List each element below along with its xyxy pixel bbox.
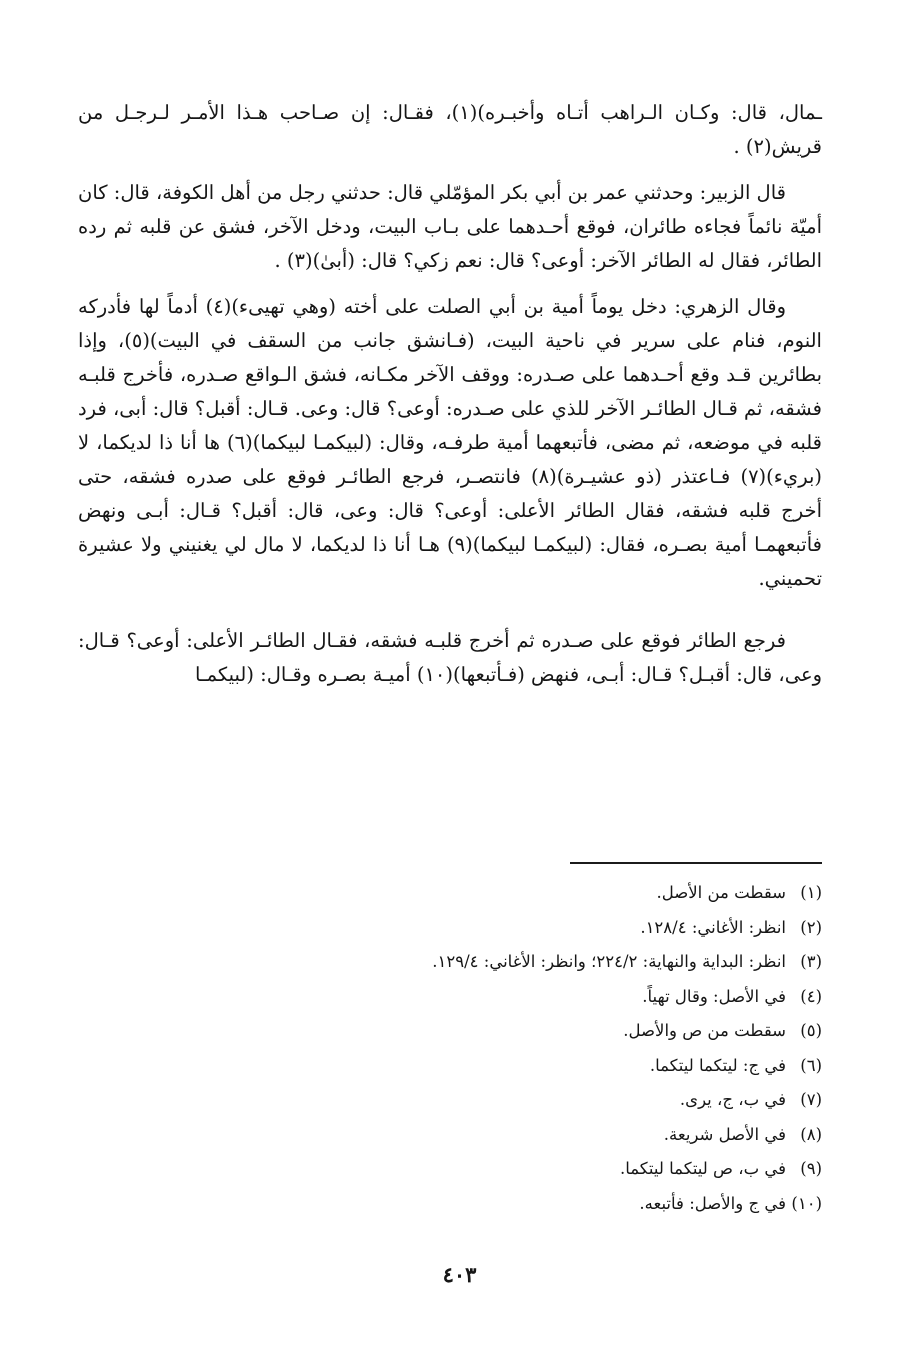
footnote-item [200, 1083, 822, 1118]
footnote-number: (١) [800, 883, 822, 902]
main-text [78, 96, 822, 692]
footnote-text: في ب، ص ليتكما ليتكما. [620, 1159, 786, 1178]
paragraph-zubayr: قال الزبير: وحدثني عمر بن أبي بكر المؤمّلي قال: حدثني رجل من أهل الكوفة، قال: كان أميّة نائماً فجاءه طائران، فوقع أحـدهما على بـاب البيت، ودخل الآخر، فشق عن قلبه ثم رده الطائر، فقال له الطائر الآخر: أوعى؟ قال: نعم زكي؟ قال: (أبىٰ)(٣) . [78, 181, 822, 272]
footnote-item [200, 1187, 822, 1222]
paragraph-return: فرجع الطائر فوقع على صـدره ثم أخرج قلبـه فشقه، فقـال الطائـر الأعلى: أوعى؟ قـال: وعى، قال: أقبـل؟ قـال: أبـى، فنهض (فـأتبعها)(١٠) أميـة بصـره وقـال: (لبيكمـا [78, 629, 822, 686]
footnote-number: (١٠) [791, 1193, 822, 1213]
footnote-item [200, 1118, 822, 1153]
footnotes-list [200, 876, 822, 1221]
footnote-number: (٧) [800, 1090, 822, 1109]
footnote-text: انظر: الأغاني: ١٢٨/٤. [640, 917, 786, 937]
footnote-number: (٥) [800, 1021, 822, 1040]
footnote-divider [570, 862, 822, 864]
footnote-number: (٣) [800, 952, 822, 971]
footnote-text: في الأصل: وقال تهياً. [642, 986, 786, 1006]
footnote-number: (٤) [800, 986, 822, 1006]
footnote-item [200, 876, 822, 911]
footnote-text: في الأصل شريعة. [663, 1124, 786, 1144]
footnote-number: (٦) [800, 1055, 822, 1075]
footnote-item [200, 945, 822, 980]
footnote-number: (٢) [800, 917, 822, 937]
footnote-item [200, 911, 822, 946]
paragraph-continuation: ـمال، قال: وكـان الـراهب أتـاه وأخبـره)(١)، فقـال: إن صـاحب هـذا الأمـر لـرجـل من قريش(٢) . [78, 101, 822, 158]
footnote-item [200, 1014, 822, 1049]
footnote-item [200, 980, 822, 1015]
footnote-text: سقطت من ص والأصل. [623, 1021, 786, 1040]
footnote-item [200, 1152, 822, 1187]
paragraph-zuhri: وقال الزهري: دخل يوماً أمية بن أبي الصلت على أخته (وهي تهيىء)(٤) أدماً لها فأدركه النوم، فنام على سرير في ناحية البيت، (فـانشق جانب من السقف في البيت)(٥)، وإذا بطائرين قـد وقع أحـدهما على صـدره: ووقف الآخر مكـانه، فشق الـواقع صـدره، فأخرج قلبـه فشقه، ثم قـال الطائـر الآخر للذي على صـدره: أوعى؟ قال: وعى. قـال: أقبل؟ قال: أبى، فرد قلبه في موضعه، ثم مضى، فأتبعهما أمية طرفـه، وقال: (لبيكمـا لبيكما)(٦) ها أنا ذا لديكما، لا (بريء)(٧) فـاعتذر (ذو عشيـرة)(٨) فانتصـر، فرجع الطائـر فوقع على صدره فشقه، حتى أخرج قلبه فشقه، فقال الطائر الأعلى: أوعى؟ قال: وعى، قال: أقبل؟ قـال: أبـى ونهض فأتبعهمـا أمية بصـره، فقال: (لبيكمـا لبيكما)(٩) هـا أنا ذا لديكما، لا مال لي يغنيني ولا عشيرة تحميني. [78, 295, 822, 590]
footnote-text: في ج والأصل: فأتبعه. [639, 1193, 786, 1213]
footnote-number: (٨) [800, 1124, 822, 1144]
footnote-text: انظر: البداية والنهاية: ٢٢٤/٢؛ وانظر: الأغاني: ١٢٩/٤. [432, 952, 786, 971]
footnote-text: سقطت من الأصل. [656, 883, 786, 902]
footnote-item [200, 1049, 822, 1084]
footnote-number: (٩) [800, 1159, 822, 1178]
footnote-text: في ب، ج، يرى. [679, 1090, 786, 1109]
footnote-text: في ج: ليتكما ليتكما. [649, 1055, 786, 1075]
page-number: ٤٠٣ [442, 1262, 477, 1287]
